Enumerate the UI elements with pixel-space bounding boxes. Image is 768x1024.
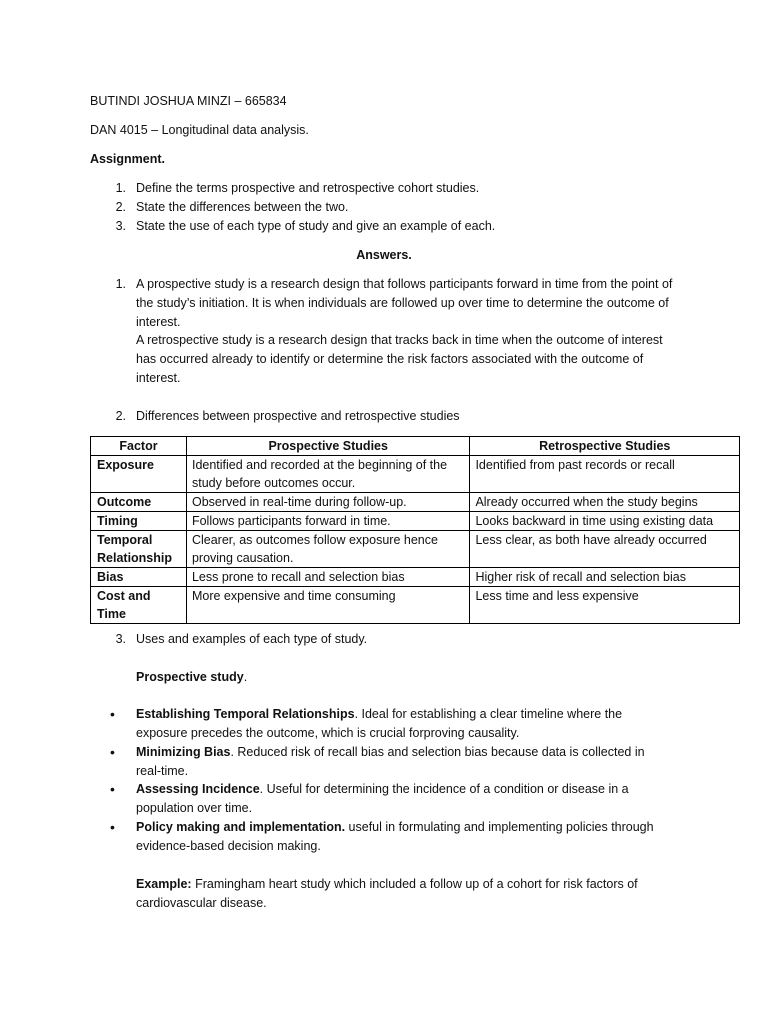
prospective-heading-period: . — [243, 670, 248, 684]
bullet-text: . Ideal for establishing a clear timeline where the exposure precedes the outcome, which is crucial forproving causality. — [136, 707, 623, 740]
example-paragraph — [136, 875, 656, 913]
prospective-cell: Follows participants forward in time. — [186, 512, 469, 531]
answer-number: 2. — [115, 409, 126, 423]
course-line: DAN 4015 – Longitudinal data analysis. — [90, 123, 309, 137]
bullet-text: . Useful for determining the incidence of a condition or disease in a population over time. — [136, 782, 629, 815]
differences-intro: Differences between prospective and retrospective studies — [136, 409, 460, 423]
table-row — [91, 587, 740, 624]
factor-cell: Temporal Relationship — [91, 531, 187, 568]
question-text: State the differences between the two. — [136, 200, 349, 214]
retrospective-cell: Already occurred when the study begins — [470, 493, 740, 512]
factor-cell: Bias — [91, 568, 187, 587]
uses-intro: Uses and examples of each type of study. — [136, 632, 368, 646]
answer-number: 1. — [115, 277, 126, 291]
assignment-heading: Assignment. — [90, 152, 166, 166]
column-header: Retrospective Studies — [470, 437, 740, 456]
retrospective-cell: Identified from past records or recall — [470, 456, 740, 493]
question-text: Define the terms prospective and retrospective cohort studies. — [136, 181, 480, 195]
bullet-title: Minimizing Bias — [136, 745, 231, 759]
retrospective-definition: A retrospective study is a research design that tracks back in time when the outcome of interest has occurred already to identify or determine the risk factors associated with the outcome of interest. — [136, 333, 663, 385]
answer-number: 3. — [115, 632, 126, 646]
bullet-dot-icon: • — [110, 819, 115, 835]
factor-cell: Timing — [91, 512, 187, 531]
list-item — [136, 818, 666, 856]
prospective-study-heading — [136, 668, 247, 687]
factor-cell: Outcome — [91, 493, 187, 512]
prospective-cell: More expensive and time consuming — [186, 587, 469, 624]
answers-heading: Answers. — [356, 248, 412, 262]
retrospective-cell: Higher risk of recall and selection bias — [470, 568, 740, 587]
bullet-title: Assessing Incidence — [136, 782, 260, 796]
table-row — [91, 456, 740, 493]
column-header: Factor — [91, 437, 187, 456]
bullet-dot-icon: • — [110, 706, 115, 722]
bullet-title: Policy making and implementation. — [136, 820, 346, 834]
list-item — [136, 743, 671, 781]
bullet-text: . Reduced risk of recall bias and selection bias because data is collected in real-time. — [136, 745, 645, 778]
list-item — [136, 705, 676, 743]
prospective-cell: Observed in real-time during follow-up. — [186, 493, 469, 512]
table-row — [91, 568, 740, 587]
prospective-heading-text: Prospective study — [136, 670, 244, 684]
example-text: Framingham heart study which included a follow up of a cohort for risk factors of cardiovascular disease. — [136, 877, 638, 910]
table-row — [91, 531, 740, 568]
prospective-cell: Identified and recorded at the beginning of the study before outcomes occur. — [186, 456, 469, 493]
prospective-cell: Clearer, as outcomes follow exposure hence proving causation. — [186, 531, 469, 568]
table-row — [91, 512, 740, 531]
prospective-definition: A prospective study is a research design that follows participants forward in time from the point of the study’s initiation. It is when individuals are followed up over time to determine the outcome of interest. — [136, 277, 673, 329]
prospective-cell: Less prone to recall and selection bias — [186, 568, 469, 587]
bullet-dot-icon: • — [110, 781, 115, 797]
bullet-dot-icon: • — [110, 744, 115, 760]
table-row — [91, 493, 740, 512]
student-name-line: BUTINDI JOSHUA MINZI – 665834 — [90, 94, 287, 108]
bullet-title: Establishing Temporal Relationships — [136, 707, 355, 721]
factor-cell: Cost and Time — [91, 587, 187, 624]
retrospective-cell: Less clear, as both have already occurred — [470, 531, 740, 568]
retrospective-cell: Less time and less expensive — [470, 587, 740, 624]
factor-cell: Exposure — [91, 456, 187, 493]
table-header-row — [91, 437, 740, 456]
column-header: Prospective Studies — [186, 437, 469, 456]
retrospective-cell: Looks backward in time using existing data — [470, 512, 740, 531]
differences-table — [90, 436, 740, 624]
list-item — [136, 780, 636, 818]
example-label: Example: — [136, 877, 192, 891]
question-number: 3. — [115, 219, 126, 233]
bullet-text: useful in formulating and implementing policies through evidence-based decision making. — [136, 820, 654, 853]
question-number: 2. — [115, 200, 126, 214]
question-number: 1. — [115, 181, 126, 195]
question-text: State the use of each type of study and give an example of each. — [136, 219, 496, 233]
